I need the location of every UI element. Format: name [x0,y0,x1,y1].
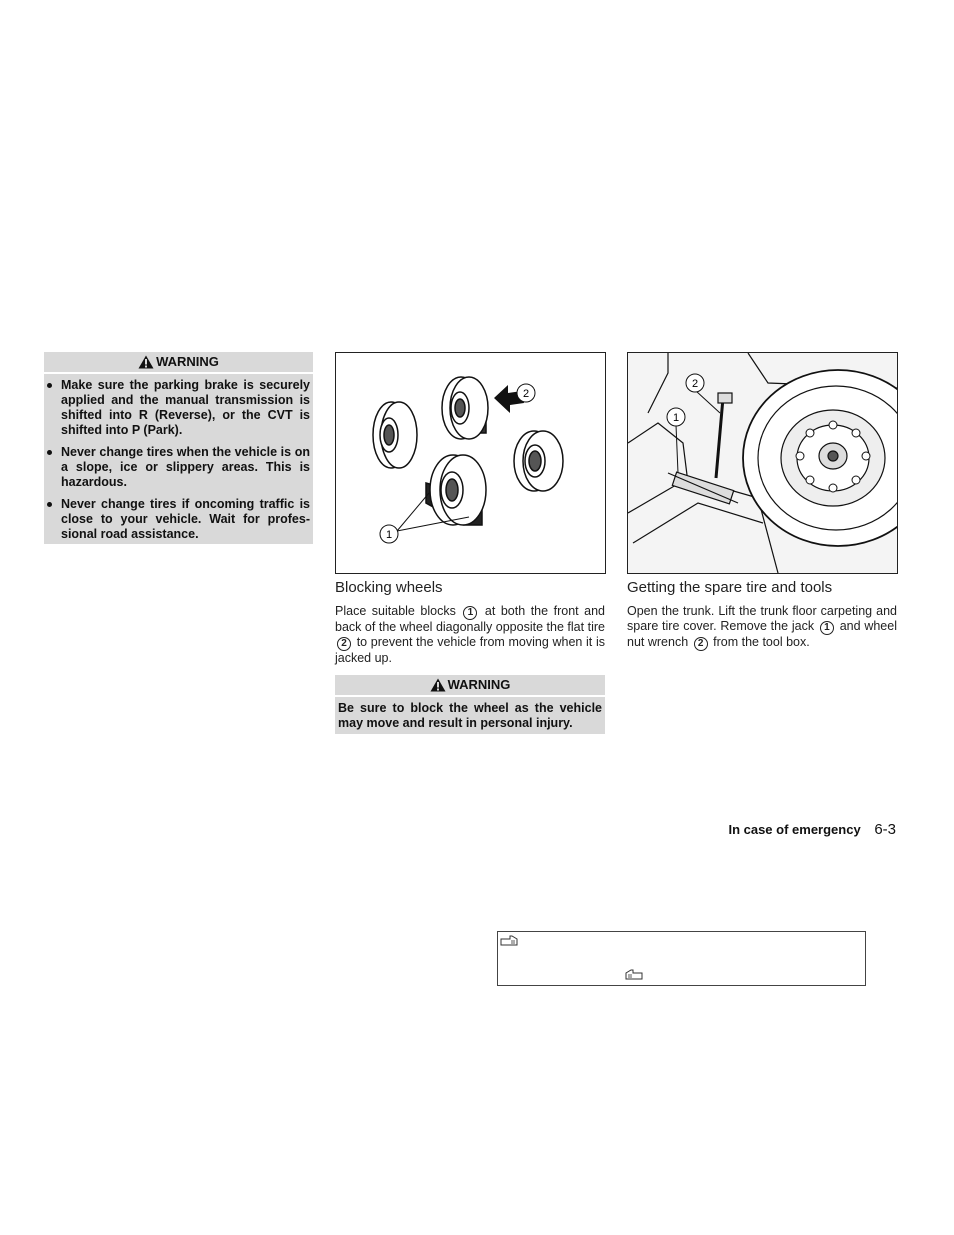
warning-item: Never change tires if oncoming traffic is close to your vehicle. Wait for profes-sional road assistance. [44,497,310,542]
text-span: Place suitable blocks [335,604,456,618]
callout-ref-1: 1 [820,621,834,635]
text-span: at both the front and back of the wheel diagonally opposite the flat tire [335,604,605,634]
callout-ref-2: 2 [694,637,708,651]
warning-triangle-icon [138,355,154,375]
warning-box-middle [335,675,605,734]
pointing-hand-icon [500,934,518,952]
blocking-paragraph [335,604,605,666]
warning-item: Make sure the parking brake is securely applied and the manual transmission is shifted into R (Reverse), or the CVT is shifted into P (Park). [44,378,310,438]
figure-label: 2 [522,388,530,400]
warning-box-left [44,352,313,544]
figure-label: 2 [691,378,699,390]
text-span: to prevent the vehicle from moving when it is jacked up. [335,635,605,665]
spare-paragraph [627,604,897,651]
figure-blocking-wheels [335,352,606,574]
text-span: from the tool box. [713,635,810,649]
figure-label: 1 [672,412,680,424]
warning-title: WARNING [156,354,219,369]
warning-header [335,675,605,697]
section-heading-blocking: Blocking wheels [335,579,443,596]
callout-ref-2: 2 [337,637,351,651]
warning-text: Be sure to block the wheel as the vehicle may move and result in personal injury. [338,701,602,730]
text-span: and wheel nut wrench [627,619,897,649]
warning-list [44,374,313,546]
figure-label: 1 [385,529,393,541]
pointing-hand-icon [625,968,643,986]
footer-page-number: 6-3 [874,821,896,838]
page-footer [728,821,896,838]
note-box [497,931,866,986]
warning-item: Never change tires when the vehicle is on a slope, ice or slippery areas. This is hazardous. [44,445,310,490]
figure-spare-tire [627,352,898,574]
text-span: Open the trunk. Lift the trunk floor carpeting and spare tire cover. Remove the jack [627,604,897,633]
warning-header [44,352,313,374]
footer-section-title: In case of emergency [728,822,861,837]
warning-title: WARNING [447,677,511,692]
callout-ref-1: 1 [463,606,477,620]
section-heading-spare: Getting the spare tire and tools [627,579,833,596]
warning-triangle-icon [430,678,446,698]
